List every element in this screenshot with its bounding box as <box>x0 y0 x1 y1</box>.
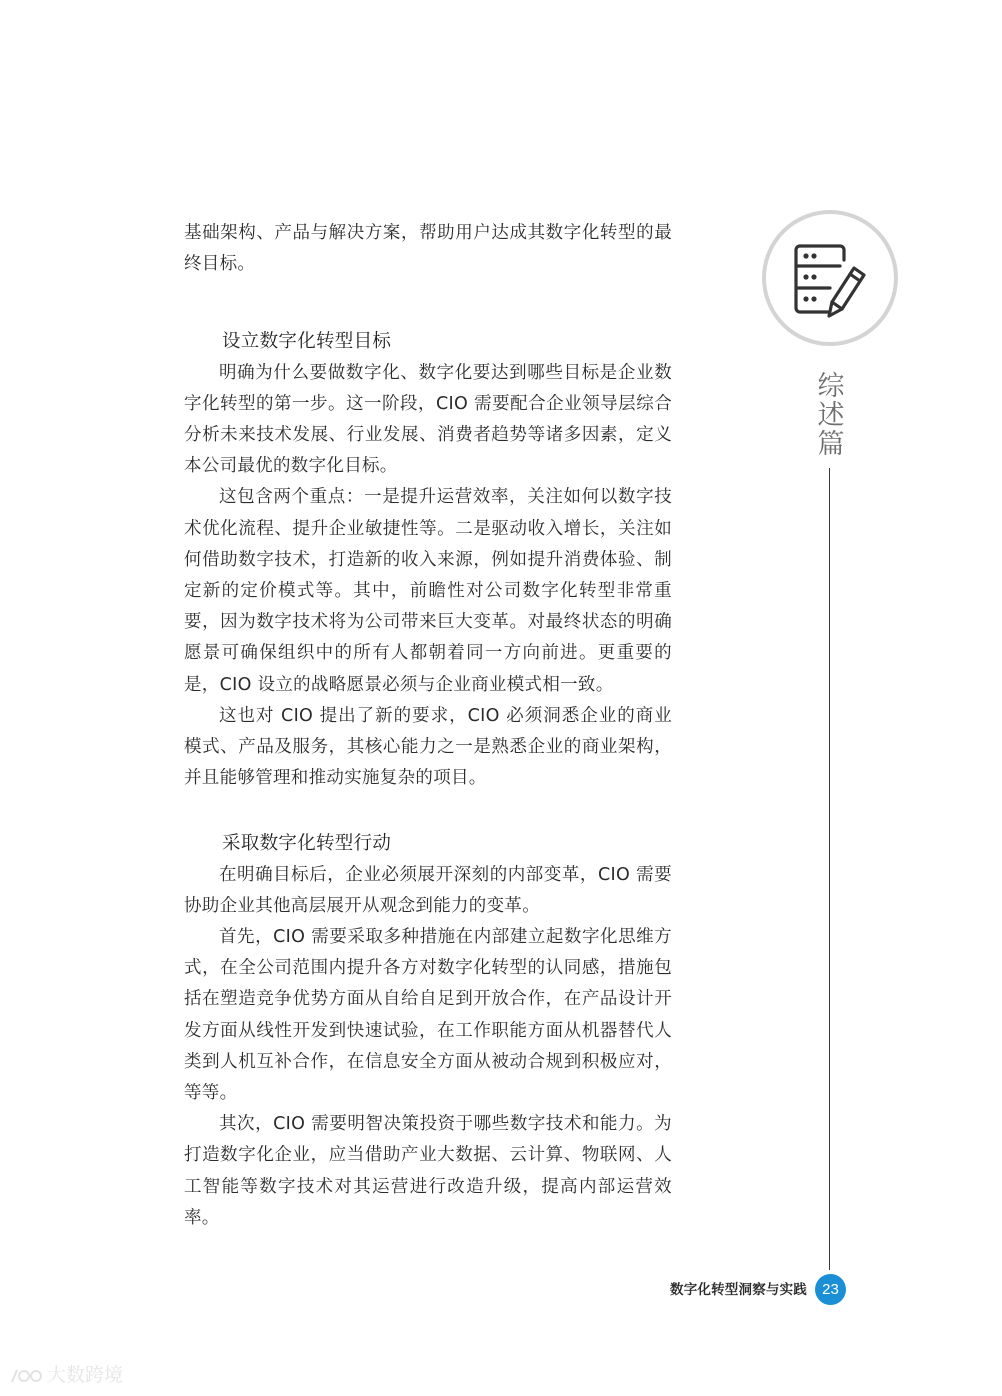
chapter-label-char: 述 <box>817 400 845 431</box>
watermark-text: 大数跨境 <box>47 1364 124 1386</box>
paragraph: 明确为什么要做数字化、数字化要达到哪些目标是企业数字化转型的第一步。这一阶段，CIO 需要配合企业领导层综合分析未来技术发展、行业发展、消费者趋势等诸多因素，定义本公司最优的数字化目标。 <box>184 362 672 477</box>
footer-book-title: 数字化转型洞察与实践 <box>670 1282 807 1298</box>
watermark-logo-icon <box>10 1366 44 1386</box>
section-heading-actions: 采取数字化转型行动 <box>222 833 392 855</box>
paragraph: 这包含两个重点：一是提升运营效率，关注如何以数字技术优化流程、提升企业敏捷性等。二是驱动收入增长，关注如何借助数字技术，打造新的收入来源，例如提升消费体验、制定新的定价模式等。其中，前瞻性对公司数字化转型非常重要，因为数字技术将为公司带来巨大变革。对最终状态的明确愿景可确保组织中的所有人都朝着同一方向前进。更重要的是，CIO 设立的战略愿景必须与企业商业模式相一致。 <box>184 487 672 695</box>
chapter-label <box>816 372 846 459</box>
chapter-label-char: 篇 <box>817 429 845 460</box>
paragraph: 在明确目标后，企业必须展开深刻的内部变革，CIO 需要协助企业其他高层展开从观念到能力的变革。 <box>184 864 672 916</box>
intro-paragraph: 基础架构、产品与解决方案，帮助用户达成其数字化转型的最终目标。 <box>184 223 672 275</box>
sidebar-divider <box>829 468 830 1270</box>
paragraph: 这也对 CIO 提出了新的要求，CIO 必须洞悉企业的商业模式、产品及服务，其核心能力之一是熟悉企业的商业架构，并且能够管理和推动实施复杂的项目。 <box>184 705 672 789</box>
chapter-label-char: 综 <box>817 371 845 402</box>
chapter-icon-badge <box>762 210 898 346</box>
database-edit-icon <box>766 214 894 342</box>
section-heading-goals: 设立数字化转型目标 <box>222 331 392 353</box>
watermark <box>10 1362 123 1388</box>
paragraph: 首先，CIO 需要采取多种措施在内部建立起数字化思维方式，在全公司范围内提升各方对数字化转型的认同感，措施包括在塑造竞争优势方面从自给自足到开放合作，在产品设计开发方面从线性开发到快速试验，在工作职能方面从机器替代人类到人机互补合作，在信息安全方面从被动合规到积极应对，等等。 <box>184 927 672 1104</box>
page-number-badge: 23 <box>815 1274 846 1305</box>
article-body <box>184 218 672 1234</box>
paragraph: 其次，CIO 需要明智决策投资于哪些数字技术和能力。为打造数字化企业，应当借助产业大数据、云计算、物联网、人工智能等数字技术对其运营进行改造升级，提高内部运营效率。 <box>184 1114 672 1228</box>
